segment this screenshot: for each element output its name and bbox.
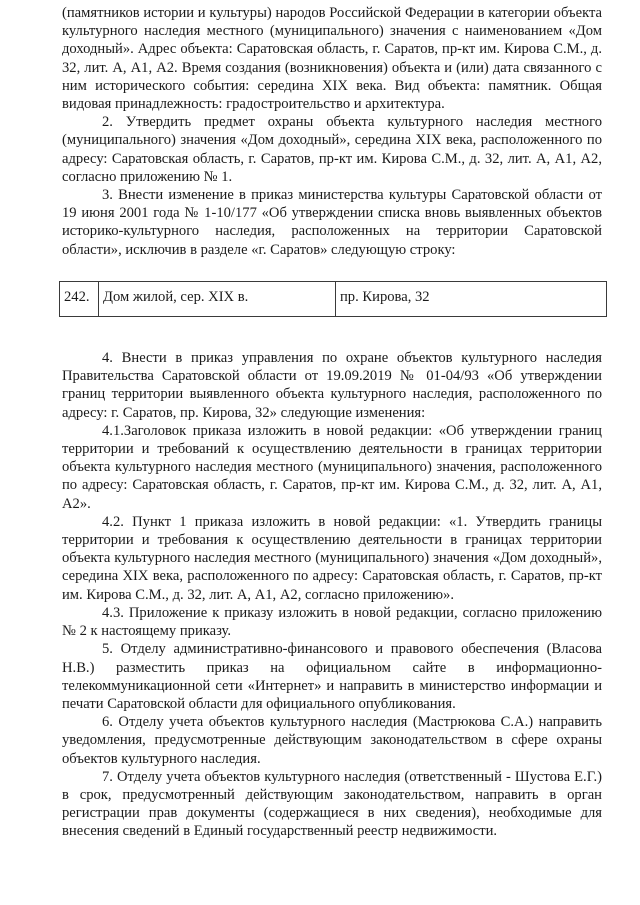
- paragraph-3: 3. Внести изменение в приказ министерства культуры Саратовской области от 19 июня 2001 года № 1-10/177 «Об утверждении списка вновь выявленных объектов историко-культурного наследия, расположенных на территории Саратовской области», исключив в разделе «г. Саратов» следующую строку:: [62, 187, 602, 258]
- paragraph-2: 2. Утвердить предмет охраны объекта культурного наследия местного (муниципального) значения «Дом доходный», середина XIX века, расположенного по адресу: Саратовская область, г. Саратов, пр-кт им. Кирова С.М., д. 32, лит. А, А1, А2, согласно приложению № 1.: [62, 114, 602, 185]
- paragraph-intro: (памятников истории и культуры) народов Российской Федерации в категории объекта культурного наследия местного (муниципального) значения с наименованием «Дом доходный». Адрес объекта: Саратовская область, г. Саратов, пр-кт им. Кирова С.М., д. 32, лит. А, А1, А2. Время создания (возникновения) объекта и (или) дата связанного с ним исторического события: середина XIX века. Вид объекта: памятник. Общая видовая принадлежность: градостроительство и архитектура.: [62, 5, 602, 113]
- table-row: [60, 281, 607, 316]
- paragraph-4-3: 4.3. Приложение к приказу изложить в новой редакции, согласно приложению № 2 к настоящему приказу.: [62, 604, 602, 640]
- paragraph-5: 5. Отделу административно-финансового и правового обеспечения (Власова Н.В.) разместить приказ на официальном сайте в информационно-телекоммуникационной сети «Интернет» и направить в министерство информации и печати Саратовской области для официального опубликования.: [62, 641, 602, 712]
- paragraph-6: 6. Отделу учета объектов культурного наследия (Мастрюкова С.А.) направить уведомления, предусмотренные действующим законодательством в сфере охраны объектов культурного наследия.: [62, 714, 602, 767]
- paragraphs-bottom: [62, 349, 602, 840]
- excluded-row-table: [59, 281, 607, 317]
- paragraph-4-1: 4.1.Заголовок приказа изложить в новой редакции: «Об утверждении границ территории и требований к осуществлению деятельности в границах территории объекта культурного наследия местного (муниципального) значения, расположенного по адресу: Саратовская область, г. Саратов, пр-кт им. Кирова С.М., д. 32, лит. А, А1, А2».: [62, 422, 602, 512]
- object-address: пр. Кирова, 32: [336, 281, 607, 316]
- object-table: [59, 281, 607, 317]
- spacer: [62, 317, 602, 349]
- paragraph-4: 4. Внести в приказ управления по охране объектов культурного наследия Правительства Саратовской области от 19.09.2019 № 01-04/93 «Об утверждении границ территории выявленного объекта культурного наследия, расположенного по адресу: г. Саратов, пр. Кирова, 32» следующие изменения:: [62, 350, 602, 421]
- row-number: 242.: [60, 281, 99, 316]
- document-page: [62, 4, 602, 841]
- object-name: Дом жилой, сер. XIX в.: [99, 281, 336, 316]
- paragraph-7: 7. Отделу учета объектов культурного наследия (ответственный - Шустова Е.Г.) в срок, предусмотренный действующим законодательством, направить в орган регистрации прав документы (содержащиеся в них сведения), необходимые для внесения сведений в Единый государственный реестр недвижимости.: [62, 768, 602, 840]
- paragraphs-top: [62, 4, 602, 259]
- spacer: [62, 259, 602, 281]
- paragraph-4-2: 4.2. Пункт 1 приказа изложить в новой редакции: «1. Утвердить границы территории и требования к осуществлению деятельности в границах территории объекта культурного наследия местного (муниципального) значения «Дом доходный», середина XIX века, расположенного по адресу: Саратовская область, г. Саратов, пр-кт им. Кирова С.М., д. 32, лит. А, А1, А2, согласно приложению».: [62, 513, 602, 603]
